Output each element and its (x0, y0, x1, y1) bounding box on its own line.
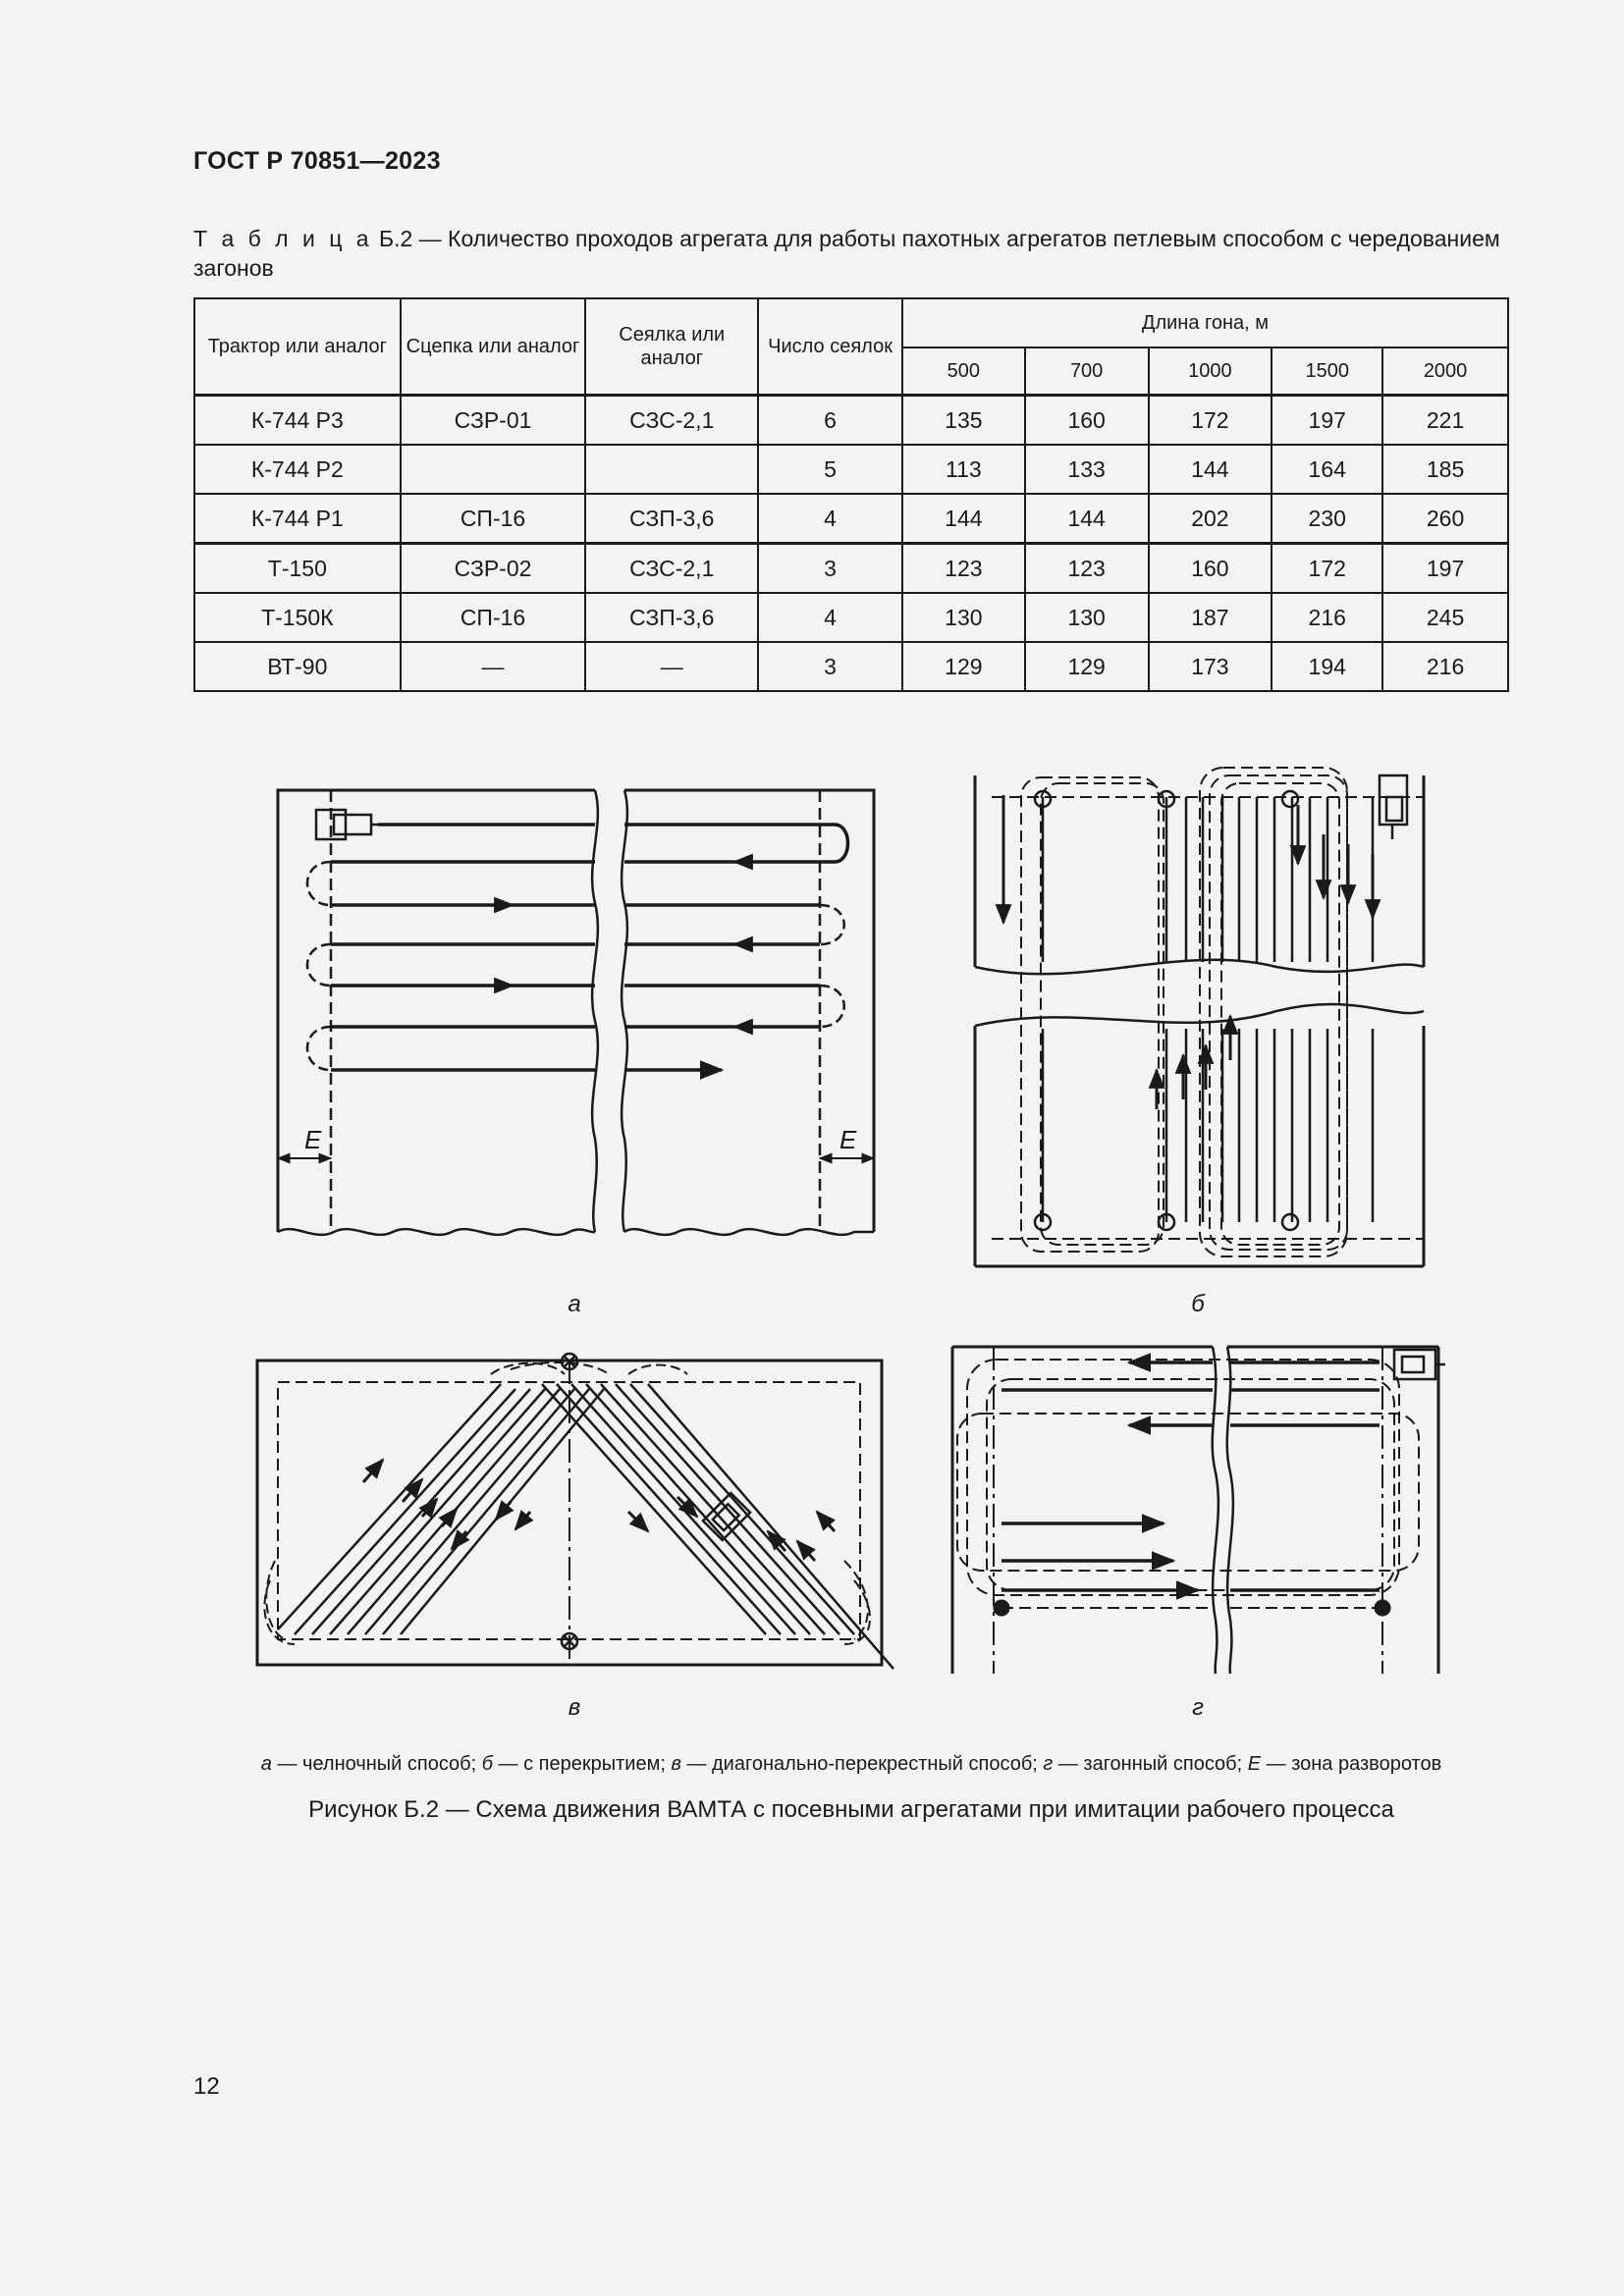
header-hitch: Сцепка или аналог (401, 298, 586, 396)
cell-value: 164 (1272, 445, 1382, 494)
cell-count: 6 (758, 396, 902, 446)
cell-value: 129 (902, 642, 1025, 691)
table-caption-lead: Т а б л и ц а (193, 226, 373, 251)
cell-value: 173 (1149, 642, 1272, 691)
cell-tractor: К-744 Р2 (194, 445, 401, 494)
figure-g-enclosure-scheme (952, 1347, 1445, 1674)
cell-value: 221 (1382, 396, 1508, 446)
legend-key-b: б (481, 1753, 493, 1775)
cell-seeder: — (585, 642, 758, 691)
figure-a-shuttle-scheme (278, 790, 874, 1235)
cell-value: 144 (1025, 494, 1149, 544)
zone-marker-e-right: E (839, 1125, 857, 1154)
cell-hitch: СЗР-01 (401, 396, 586, 446)
document-header: ГОСТ Р 70851—2023 (193, 147, 441, 175)
cell-hitch: СП-16 (401, 494, 586, 544)
cell-hitch: СЗР-02 (401, 544, 586, 594)
figure-caption: Рисунок Б.2 — Схема движения ВАМТА с посевными агрегатами при имитации рабочего процесса (308, 1796, 1394, 1823)
cell-hitch: СП-16 (401, 593, 586, 642)
cell-tractor: К-744 Р1 (194, 494, 401, 544)
figure-legend (193, 1753, 1509, 1776)
cell-value: 113 (902, 445, 1025, 494)
cell-value: 144 (902, 494, 1025, 544)
cell-count: 3 (758, 642, 902, 691)
figure-label-v: в (568, 1694, 581, 1721)
figure-b-overlap-scheme (975, 768, 1424, 1266)
header-length: 1000 (1149, 347, 1272, 396)
cell-value: 230 (1272, 494, 1382, 544)
cell-value: 135 (902, 396, 1025, 446)
cell-value: 194 (1272, 642, 1382, 691)
figure-label-b: б (1191, 1291, 1205, 1317)
legend-text-v: — диагонально-перекрестный способ; (680, 1753, 1044, 1775)
cell-tractor: Т-150К (194, 593, 401, 642)
zone-marker-e-left: E (304, 1125, 322, 1154)
cell-value: 160 (1025, 396, 1149, 446)
legend-key-e: E (1247, 1753, 1262, 1775)
header-length: 2000 (1382, 347, 1508, 396)
legend-text-g: — загонный способ; (1053, 1753, 1248, 1775)
cell-value: 185 (1382, 445, 1508, 494)
cell-value: 245 (1382, 593, 1508, 642)
cell-seeder: СЗП-3,6 (585, 593, 758, 642)
header-seeder: Сеялка или аналог (585, 298, 758, 396)
header-length: 700 (1025, 347, 1149, 396)
cell-count: 3 (758, 544, 902, 594)
cell-seeder: СЗП-3,6 (585, 494, 758, 544)
cell-value: 123 (1025, 544, 1149, 594)
cell-tractor: ВТ-90 (194, 642, 401, 691)
cell-value: 216 (1382, 642, 1508, 691)
cell-value: 129 (1025, 642, 1149, 691)
cell-value: 197 (1272, 396, 1382, 446)
legend-text-b: — с перекрытием; (493, 1753, 672, 1775)
figure-label-g: г (1192, 1694, 1204, 1721)
legend-text-a: — челночный способ; (271, 1753, 482, 1775)
cell-value: 172 (1272, 544, 1382, 594)
cell-value: 187 (1149, 593, 1272, 642)
figure-label-a: а (568, 1291, 581, 1317)
header-length: 500 (902, 347, 1025, 396)
cell-value: 133 (1025, 445, 1149, 494)
legend-key-g: г (1043, 1753, 1054, 1775)
header-length: 1500 (1272, 347, 1382, 396)
cell-value: 160 (1149, 544, 1272, 594)
cell-value: 202 (1149, 494, 1272, 544)
figure-v-diagonal-scheme (257, 1354, 893, 1669)
cell-value: 144 (1149, 445, 1272, 494)
cell-value: 197 (1382, 544, 1508, 594)
cell-value: 260 (1382, 494, 1508, 544)
page-number: 12 (193, 2073, 220, 2100)
cell-seeder: СЗС-2,1 (585, 544, 758, 594)
cell-hitch: — (401, 642, 586, 691)
header-tractor: Трактор или аналог (194, 298, 401, 396)
legend-text-e: — зона разворотов (1261, 1753, 1442, 1775)
legend-key-a: а (260, 1753, 272, 1775)
cell-value: 216 (1272, 593, 1382, 642)
cell-value: 172 (1149, 396, 1272, 446)
cell-value: 123 (902, 544, 1025, 594)
cell-count: 4 (758, 593, 902, 642)
cell-value: 130 (1025, 593, 1149, 642)
table-caption-text: Б.2 — Количество проходов агрегата для работы пахотных агрегатов петлевым способом с чередованием загонов (193, 226, 1500, 281)
cell-tractor: К-744 Р3 (194, 396, 401, 446)
cell-count: 5 (758, 445, 902, 494)
cell-count: 4 (758, 494, 902, 544)
cell-seeder: СЗС-2,1 (585, 396, 758, 446)
legend-key-v: в (671, 1753, 681, 1775)
header-length-group: Длина гона, м (902, 298, 1508, 347)
cell-tractor: Т-150 (194, 544, 401, 594)
cell-value: 130 (902, 593, 1025, 642)
header-count: Число сеялок (758, 298, 902, 396)
